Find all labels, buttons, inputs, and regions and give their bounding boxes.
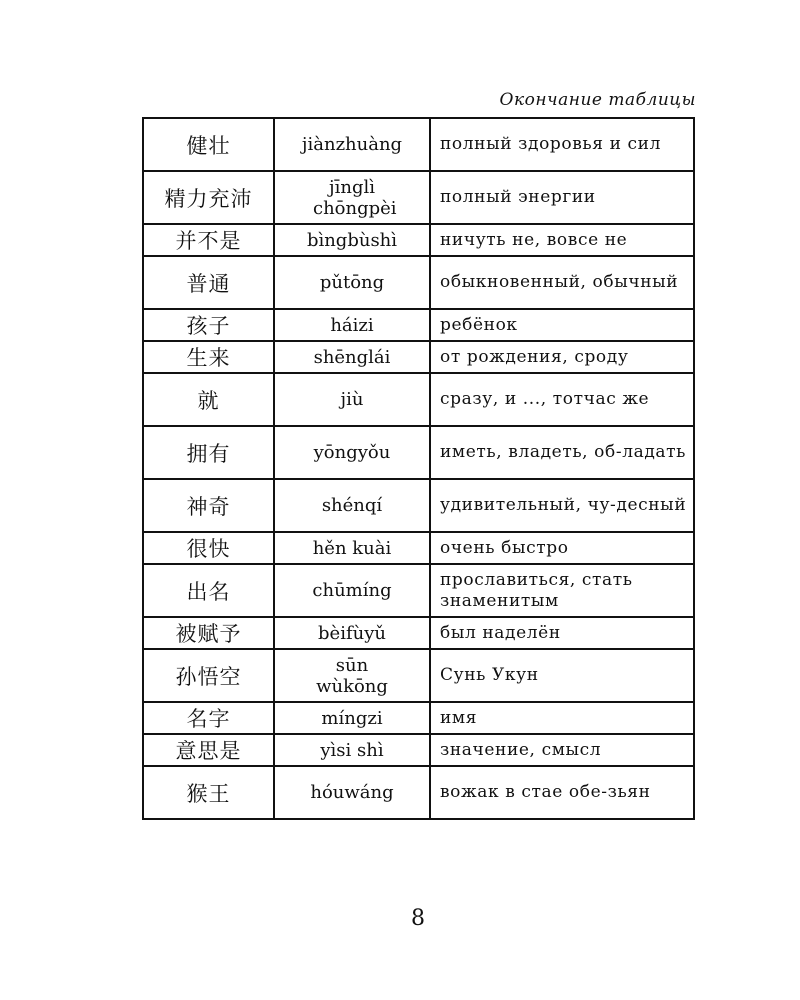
meaning-cell: Сунь Укун (430, 649, 694, 702)
meaning-cell: полный здоровья и сил (430, 118, 694, 171)
table-row (143, 309, 694, 341)
table-row (143, 256, 694, 309)
pinyin-cell: shénqí (274, 479, 430, 532)
hanzi-cell: 拥有 (143, 426, 274, 479)
table-row (143, 373, 694, 426)
pinyin-cell: bèifùyǔ (274, 617, 430, 649)
pinyin-cell: hóuwáng (274, 766, 430, 819)
pinyin-cell: míngzi (274, 702, 430, 734)
table-row (143, 649, 694, 702)
vocabulary-table-body (143, 118, 694, 819)
table-row (143, 564, 694, 617)
hanzi-cell: 孙悟空 (143, 649, 274, 702)
hanzi-cell: 孩子 (143, 309, 274, 341)
meaning-cell: иметь, владеть, об-ладать (430, 426, 694, 479)
table-row (143, 171, 694, 224)
table-row (143, 766, 694, 819)
hanzi-cell: 健壮 (143, 118, 274, 171)
pinyin-cell: yōngyǒu (274, 426, 430, 479)
meaning-cell: значение, смысл (430, 734, 694, 766)
pinyin-cell: hěn kuài (274, 532, 430, 564)
hanzi-cell: 生来 (143, 341, 274, 373)
table-row (143, 734, 694, 766)
pinyin-cell: chūmíng (274, 564, 430, 617)
page-number: 8 (411, 906, 425, 931)
pinyin-cell: shēnglái (274, 341, 430, 373)
hanzi-cell: 很快 (143, 532, 274, 564)
hanzi-cell: 神奇 (143, 479, 274, 532)
pinyin-cell: jiù (274, 373, 430, 426)
hanzi-cell: 并不是 (143, 224, 274, 256)
table-row (143, 224, 694, 256)
meaning-cell: ничуть не, вовсе не (430, 224, 694, 256)
meaning-cell: был наделён (430, 617, 694, 649)
meaning-cell: прославиться, стать знаменитым (430, 564, 694, 617)
table-row (143, 118, 694, 171)
table-row (143, 341, 694, 373)
hanzi-cell: 就 (143, 373, 274, 426)
table-row (143, 532, 694, 564)
hanzi-cell: 精力充沛 (143, 171, 274, 224)
hanzi-cell: 出名 (143, 564, 274, 617)
pinyin-cell: sūn wùkōng (274, 649, 430, 702)
meaning-cell: обыкновенный, обычный (430, 256, 694, 309)
hanzi-cell: 猴王 (143, 766, 274, 819)
table-row (143, 479, 694, 532)
table-row (143, 617, 694, 649)
hanzi-cell: 普通 (143, 256, 274, 309)
vocabulary-table (142, 117, 695, 820)
pinyin-cell: pǔtōng (274, 256, 430, 309)
pinyin-cell: bìngbùshì (274, 224, 430, 256)
meaning-cell: ребёнок (430, 309, 694, 341)
table-row (143, 702, 694, 734)
hanzi-cell: 名字 (143, 702, 274, 734)
meaning-cell: вожак в стае обе-зьян (430, 766, 694, 819)
meaning-cell: полный энергии (430, 171, 694, 224)
pinyin-cell: yìsi shì (274, 734, 430, 766)
meaning-cell: имя (430, 702, 694, 734)
meaning-cell: сразу, и ..., тотчас же (430, 373, 694, 426)
table-row (143, 426, 694, 479)
pinyin-cell: jiànzhuàng (274, 118, 430, 171)
pinyin-cell: jīnglì chōngpèi (274, 171, 430, 224)
table-caption: Окончание таблицы (499, 90, 696, 110)
meaning-cell: очень быстро (430, 532, 694, 564)
meaning-cell: удивительный, чу-десный (430, 479, 694, 532)
hanzi-cell: 被赋予 (143, 617, 274, 649)
meaning-cell: от рождения, сроду (430, 341, 694, 373)
hanzi-cell: 意思是 (143, 734, 274, 766)
pinyin-cell: háizi (274, 309, 430, 341)
